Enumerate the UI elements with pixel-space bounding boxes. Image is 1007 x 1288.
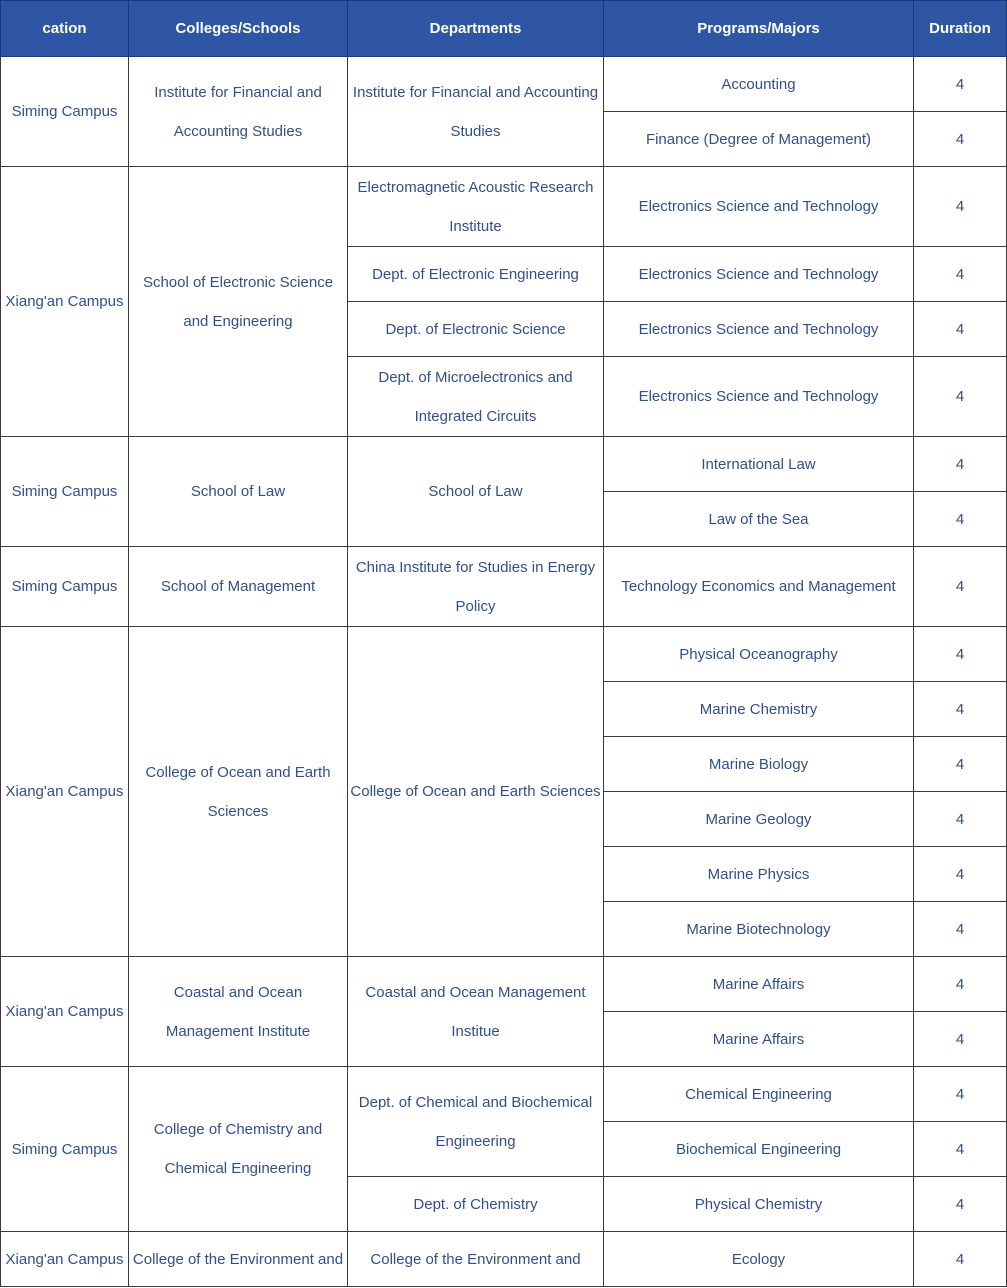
duration-cell: 4: [914, 792, 1007, 847]
duration-cell: 4: [914, 547, 1007, 627]
table-row: [1, 1232, 1007, 1287]
program-cell: Physical Chemistry: [604, 1177, 914, 1232]
location-cell: Siming Campus: [1, 547, 129, 627]
program-cell: Technology Economics and Management: [604, 547, 914, 627]
duration-cell: 4: [914, 357, 1007, 437]
college-cell: School of Management: [129, 547, 348, 627]
duration-cell: 4: [914, 682, 1007, 737]
header-location: cation: [1, 1, 129, 57]
program-cell: Marine Geology: [604, 792, 914, 847]
department-cell: Electromagnetic Acoustic Research Institute: [348, 167, 604, 247]
program-cell: Marine Affairs: [604, 1012, 914, 1067]
duration-cell: 4: [914, 1122, 1007, 1177]
location-cell: Xiang'an Campus: [1, 167, 129, 437]
college-cell: Institute for Financial and Accounting Studies: [129, 57, 348, 167]
table-row: [1, 57, 1007, 112]
department-cell: Dept. of Microelectronics and Integrated Circuits: [348, 357, 604, 437]
program-cell: Physical Oceanography: [604, 627, 914, 682]
department-cell: Dept. of Chemistry: [348, 1177, 604, 1232]
department-cell: Institute for Financial and Accounting Studies: [348, 57, 604, 167]
department-cell: School of Law: [348, 437, 604, 547]
location-cell: Siming Campus: [1, 1067, 129, 1232]
program-cell: Marine Affairs: [604, 957, 914, 1012]
college-cell: School of Electronic Science and Engineering: [129, 167, 348, 437]
duration-cell: 4: [914, 302, 1007, 357]
program-cell: Law of the Sea: [604, 492, 914, 547]
program-cell: Chemical Engineering: [604, 1067, 914, 1122]
duration-cell: 4: [914, 167, 1007, 247]
table-row: [1, 957, 1007, 1012]
program-cell: Biochemical Engineering: [604, 1122, 914, 1177]
duration-cell: 4: [914, 1012, 1007, 1067]
header-row: [1, 1, 1007, 57]
department-cell: China Institute for Studies in Energy Policy: [348, 547, 604, 627]
duration-cell: 4: [914, 1177, 1007, 1232]
location-cell: Siming Campus: [1, 57, 129, 167]
duration-cell: 4: [914, 437, 1007, 492]
header-program: Programs/Majors: [604, 1, 914, 57]
duration-cell: 4: [914, 902, 1007, 957]
duration-cell: 4: [914, 737, 1007, 792]
location-cell: Xiang'an Campus: [1, 1232, 129, 1287]
program-cell: Ecology: [604, 1232, 914, 1287]
college-cell: School of Law: [129, 437, 348, 547]
program-cell: Marine Physics: [604, 847, 914, 902]
program-cell: Marine Biotechnology: [604, 902, 914, 957]
program-cell: Finance (Degree of Management): [604, 112, 914, 167]
department-cell: Dept. of Electronic Science: [348, 302, 604, 357]
location-cell: Xiang'an Campus: [1, 957, 129, 1067]
duration-cell: 4: [914, 57, 1007, 112]
header-duration: Duration: [914, 1, 1007, 57]
program-cell: Electronics Science and Technology: [604, 247, 914, 302]
program-cell: Electronics Science and Technology: [604, 167, 914, 247]
duration-cell: 4: [914, 247, 1007, 302]
college-cell: College of Ocean and Earth Sciences: [129, 627, 348, 957]
program-cell: Marine Chemistry: [604, 682, 914, 737]
program-cell: Marine Biology: [604, 737, 914, 792]
header-department: Departments: [348, 1, 604, 57]
department-cell: Dept. of Chemical and Biochemical Engineering: [348, 1067, 604, 1177]
duration-cell: 4: [914, 847, 1007, 902]
department-cell: Coastal and Ocean Management Institue: [348, 957, 604, 1067]
table-row: [1, 167, 1007, 247]
program-cell: International Law: [604, 437, 914, 492]
duration-cell: 4: [914, 112, 1007, 167]
college-cell: Coastal and Ocean Management Institute: [129, 957, 348, 1067]
program-cell: Accounting: [604, 57, 914, 112]
college-cell: College of Chemistry and Chemical Engineering: [129, 1067, 348, 1232]
department-cell: College of the Environment and: [348, 1232, 604, 1287]
duration-cell: 4: [914, 1067, 1007, 1122]
duration-cell: 4: [914, 492, 1007, 547]
college-cell: College of the Environment and: [129, 1232, 348, 1287]
table-row: [1, 547, 1007, 627]
duration-cell: 4: [914, 957, 1007, 1012]
program-cell: Electronics Science and Technology: [604, 302, 914, 357]
location-cell: Siming Campus: [1, 437, 129, 547]
table-row: [1, 1067, 1007, 1122]
department-cell: Dept. of Electronic Engineering: [348, 247, 604, 302]
duration-cell: 4: [914, 627, 1007, 682]
program-cell: Electronics Science and Technology: [604, 357, 914, 437]
location-cell: Xiang'an Campus: [1, 627, 129, 957]
table-row: [1, 437, 1007, 492]
department-cell: College of Ocean and Earth Sciences: [348, 627, 604, 957]
header-college: Colleges/Schools: [129, 1, 348, 57]
duration-cell: 4: [914, 1232, 1007, 1287]
table-row: [1, 627, 1007, 682]
